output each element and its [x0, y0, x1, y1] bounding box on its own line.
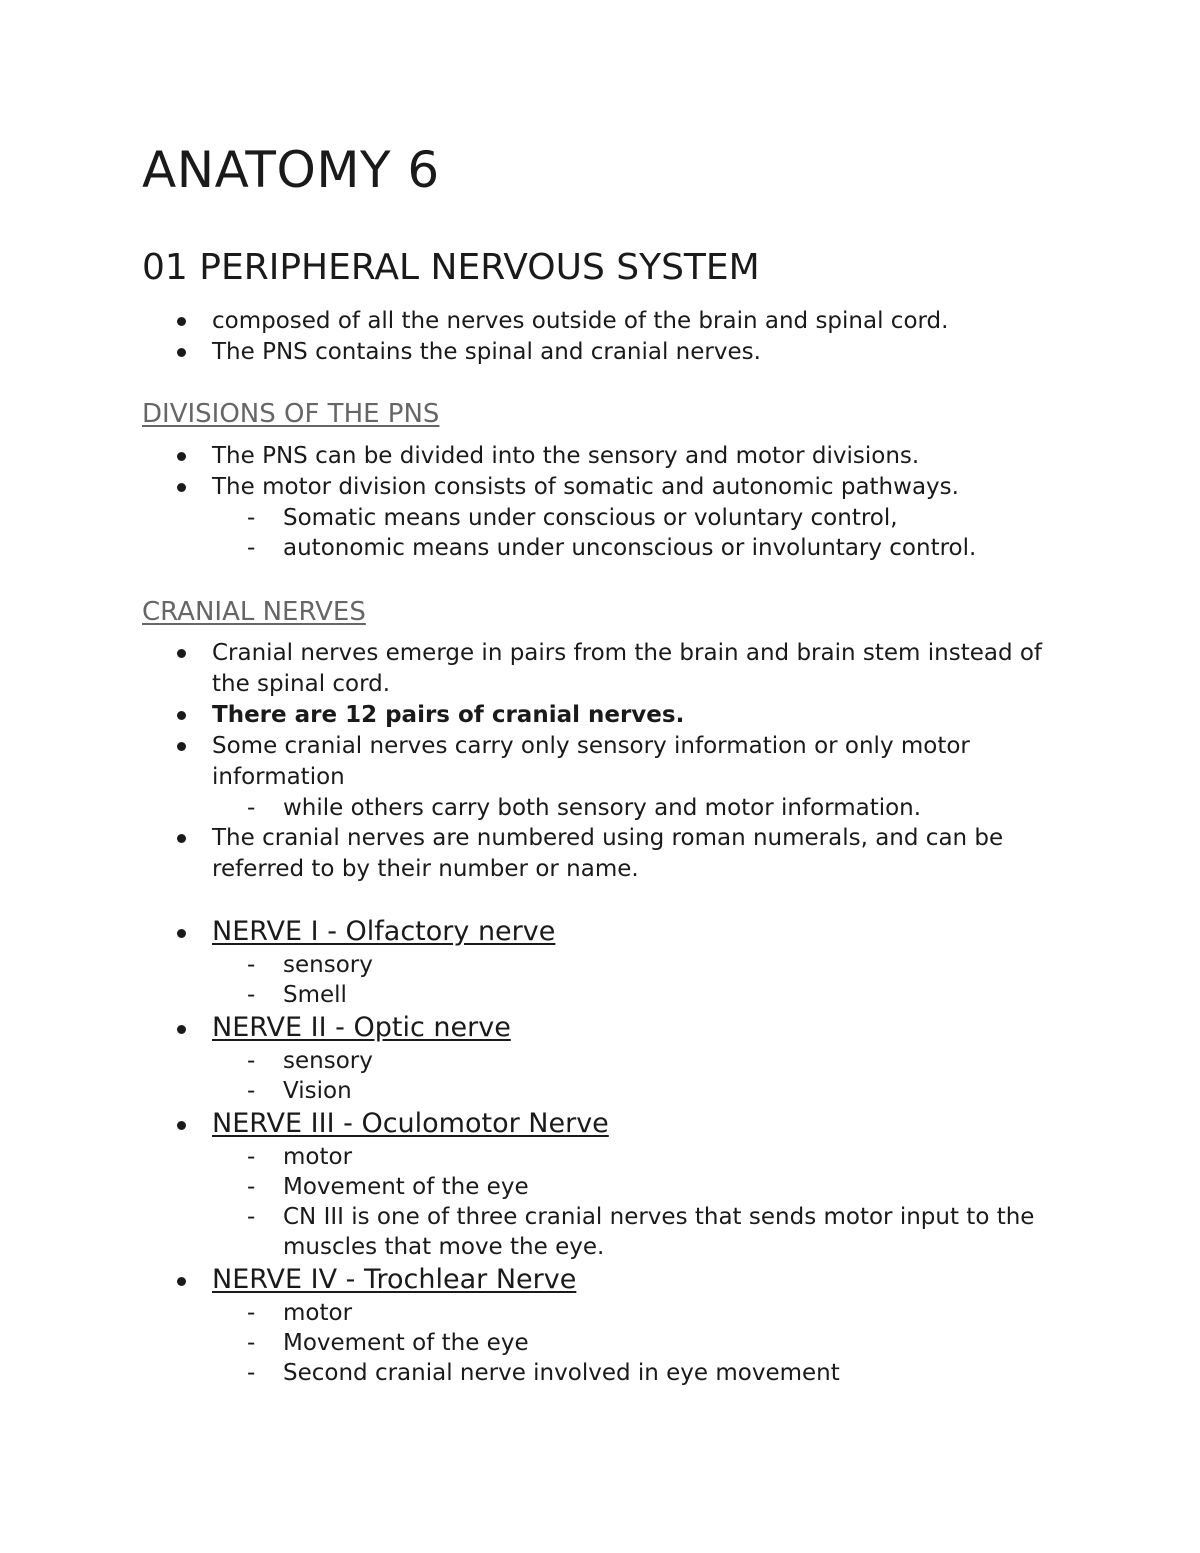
list-item-text: The motor division consists of somatic and autonomic pathways.	[212, 474, 959, 500]
nerve-item-1	[0, 914, 1072, 1010]
sub-item: - CN III is one of three cranial nerves that sends motor input to the muscles that move the eye.	[283, 1202, 1063, 1262]
cranial-heading: CRANIAL NERVES	[142, 597, 366, 627]
sub-list	[212, 503, 1072, 563]
list-item	[0, 731, 1072, 823]
list-item: There are 12 pairs of cranial nerves.	[0, 700, 1072, 731]
sub-item: - autonomic means under unconscious or involuntary control.	[283, 533, 1063, 563]
sub-list	[212, 950, 1072, 1010]
list-item: The cranial nerves are numbered using roman numerals, and can be referred to by their number or name.	[0, 823, 1072, 885]
sub-item: - sensory	[283, 950, 1063, 980]
sub-item: - Second cranial nerve involved in eye movement	[283, 1358, 1063, 1388]
nerve-label: NERVE III - Oculomotor Nerve	[212, 1108, 609, 1139]
nerve-label: NERVE II - Optic nerve	[212, 1012, 511, 1043]
list-item-text: Some cranial nerves carry only sensory information or only motor information	[212, 733, 970, 790]
list-item: The PNS contains the spinal and cranial nerves.	[0, 337, 1072, 368]
list-item: composed of all the nerves outside of the brain and spinal cord.	[0, 306, 1072, 337]
sub-list	[212, 1142, 1072, 1262]
sub-item: - motor	[283, 1298, 1063, 1328]
nerve-label: NERVE I - Olfactory nerve	[212, 916, 556, 947]
sub-item: - Somatic means under conscious or voluntary control,	[283, 503, 1063, 533]
list-item	[0, 472, 1072, 563]
nerve-list	[0, 914, 1100, 1388]
sub-item: - Movement of the eye	[283, 1172, 1063, 1202]
cranial-list	[0, 638, 1100, 885]
divisions-list	[0, 441, 1100, 563]
sub-item: - Movement of the eye	[283, 1328, 1063, 1358]
sub-item: - sensory	[283, 1046, 1063, 1076]
sub-list	[212, 1298, 1072, 1388]
nerve-item-3	[0, 1106, 1072, 1262]
page-title: ANATOMY 6	[142, 141, 440, 199]
sub-item: - while others carry both sensory and motor information.	[283, 793, 1063, 823]
sub-item: - motor	[283, 1142, 1063, 1172]
section-heading: 01 PERIPHERAL NERVOUS SYSTEM	[142, 247, 760, 288]
sub-list	[212, 1046, 1072, 1106]
list-item: The PNS can be divided into the sensory and motor divisions.	[0, 441, 1072, 472]
nerve-item-2	[0, 1010, 1072, 1106]
intro-list	[0, 306, 1100, 368]
nerve-label: NERVE IV - Trochlear Nerve	[212, 1264, 577, 1295]
sub-item: - Smell	[283, 980, 1063, 1010]
nerve-item-4	[0, 1262, 1072, 1388]
sub-item: - Vision	[283, 1076, 1063, 1106]
list-item: Cranial nerves emerge in pairs from the brain and brain stem instead of the spinal cord.	[0, 638, 1072, 700]
divisions-heading: DIVISIONS OF THE PNS	[142, 399, 440, 429]
sub-list	[212, 793, 1072, 823]
